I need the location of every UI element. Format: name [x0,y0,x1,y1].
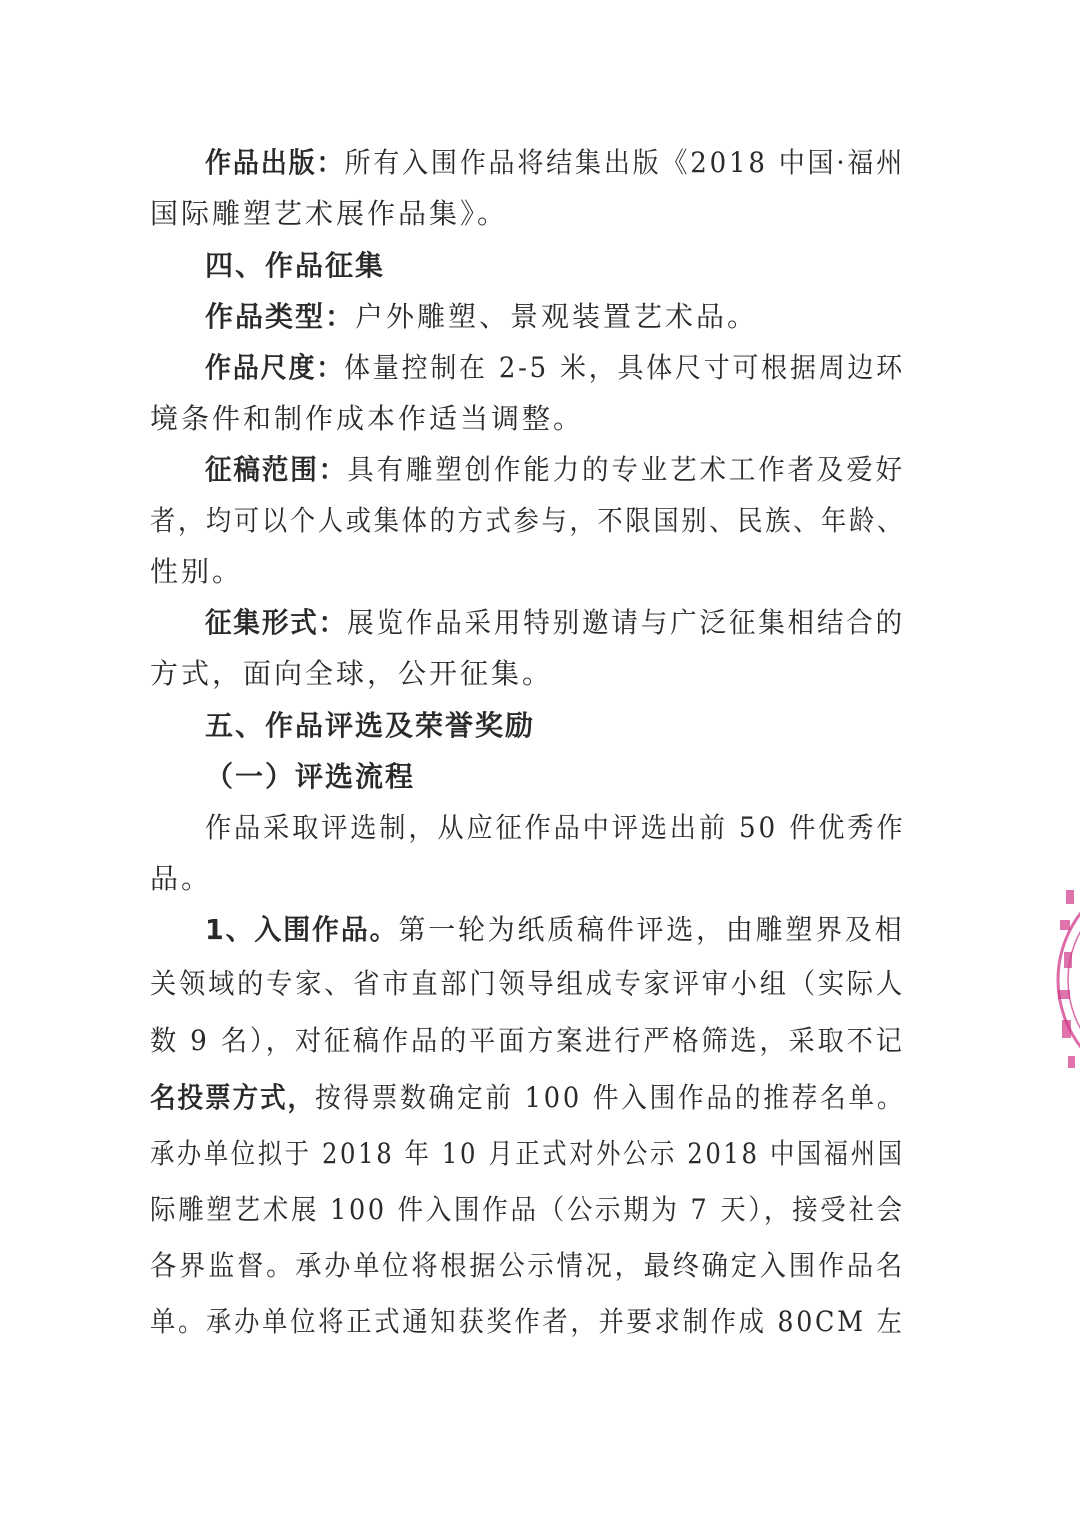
text-scale-cont: 境条件和制作成本作适当调整。 [150,402,585,435]
heading-selection: 五、作品评选及荣誉奖励 [205,709,536,742]
line-shortlist-4 [150,1080,905,1116]
line-shortlist-6 [150,1192,905,1228]
text-scope-cont: 者，均可以个人或集体的方式参与，不限国别、民族、年龄、 [150,504,906,537]
line-form-2 [150,656,553,692]
text-scale: 体量控制在 2-5 米，具体尺寸可根据周边环 [344,351,905,384]
text-selection: 作品采取评选制，从应征作品中评选出前 50 件优秀作 [205,811,906,844]
line-selection-2 [150,861,212,897]
subsection-heading-1 [205,759,415,795]
seal-stamp [1048,860,1080,1100]
line-scale-1 [205,350,905,386]
text-scope-cont2: 性别。 [150,555,244,588]
text-publication-cont: 国际雕塑艺术展作品集》。 [150,197,509,230]
label-type: 作品类型： [205,300,356,333]
label-shortlist: 1、入围作品。 [205,913,399,946]
text-shortlist-cont1: 关领域的专家、省市直部门领导组成专家评审小组（实际人 [150,967,906,1000]
text-shortlist-cont6: 各界监督。承办单位将根据公示情况，最终确定入围作品名 [150,1249,906,1282]
text-shortlist-cont5: 际雕塑艺术展 100 件入围作品（公示期为 7 天），接受社会 [150,1193,905,1226]
label-anonymous-vote: 名投票方式， [150,1081,315,1114]
line-scope-1 [205,452,905,488]
line-shortlist-1 [205,912,905,948]
text-form: 展览作品采用特别邀请与广泛征集相结合的 [347,606,906,639]
line-scope-2 [150,503,905,539]
text-publication: 所有入围作品将结集出版《2018 中国·福州 [344,146,906,179]
text-type: 户外雕塑、景观装置艺术品。 [355,300,759,333]
text-form-cont: 方式，面向全球，公开征集。 [150,657,554,690]
line-shortlist-2 [150,966,905,1002]
label-scope: 征稿范围： [205,453,348,486]
text-selection-cont: 品。 [150,862,213,895]
line-scale-2 [150,401,584,437]
text-shortlist-cont2: 数 9 名），对征稿作品的平面方案进行严格筛选，采取不记 [150,1024,905,1057]
label-scale: 作品尺度： [205,351,345,384]
line-shortlist-3 [150,1023,905,1059]
text-shortlist: 第一轮为纸质稿件评选，由雕塑界及相 [398,913,905,946]
line-type [205,299,758,335]
heading-process: （一）评选流程 [205,760,416,793]
line-shortlist-7 [150,1248,905,1284]
label-form: 征集形式： [205,606,348,639]
line-publication-1 [205,145,905,181]
seal-stamp-graphic [1048,860,1080,1100]
text-shortlist-cont3: 按得票数确定前 100 件入围作品的推荐名单。 [314,1081,906,1114]
heading-collection: 四、作品征集 [205,249,386,282]
label-publication: 作品出版： [205,146,345,179]
line-selection-1 [205,810,905,846]
line-shortlist-8 [150,1304,905,1340]
section-heading-4 [205,248,385,284]
line-publication-2 [150,196,508,232]
text-scope: 具有雕塑创作能力的专业艺术工作者及爱好 [347,453,906,486]
text-shortlist-cont7: 单。承办单位将正式通知获奖作者，并要求制作成 80CM 左 [150,1305,905,1338]
line-scope-3 [150,554,243,590]
line-form-1 [205,605,905,641]
section-heading-5 [205,708,535,744]
text-shortlist-cont4: 承办单位拟于 2018 年 10 月正式对外公示 2018 中国福州国 [150,1137,905,1170]
line-shortlist-5 [150,1136,905,1172]
